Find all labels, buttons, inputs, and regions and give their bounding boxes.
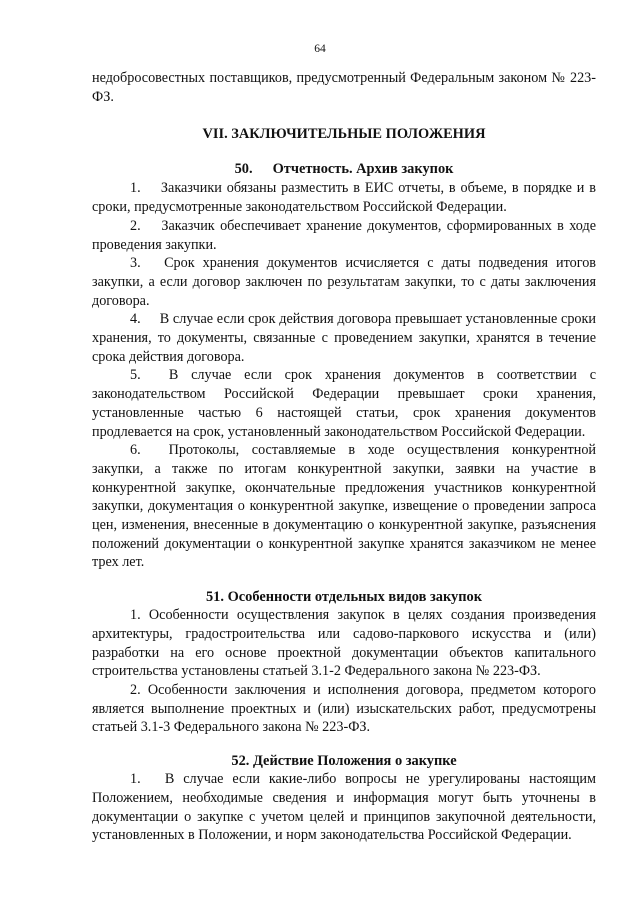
item-text: В случае если срок хранения документов в соответствии с законодательством Российской Федерации превышает сроки хранения, установленные частью 6 настоящей статьи, срок хранения документов продлевается на срок, установленный законодательством Российской Федерации. [92, 367, 597, 440]
item-text: Заказчики обязаны разместить в ЕИС отчеты, в объеме, в порядке и в сроки, предусмотренные законодательством Российской Федерации. [92, 180, 596, 216]
item-number: 3. [130, 255, 141, 272]
page-content [92, 69, 596, 845]
section-50-number: 50. [234, 161, 253, 178]
item-text: В случае если срок действия договора превышает установленные сроки хранения, то документы, связанные с проведением закупки, хранятся в течение срока действия договора. [92, 311, 596, 365]
item-text: Заказчик обеспечивает хранение документов, сформированных в ходе проведения закупки. [92, 217, 597, 253]
item-number: 1. [130, 180, 141, 197]
section-50-item-4 [92, 310, 596, 366]
section-51-heading: 51. Особенности отдельных видов закупок [205, 589, 483, 606]
chapter-title: VII. ЗАКЛЮЧИТЕЛЬНЫЕ ПОЛОЖЕНИЯ [202, 126, 486, 143]
section-50-heading [92, 160, 596, 178]
section-51-item-1: 1. Особенности осуществления закупок в целях создания произведения архитектуры, градостроительства или садово-паркового искусства и (или) разработки на его основе проектной документации объектов капитального строительства установлены статьей 3.1-2 Федерального закона № 223-ФЗ. [92, 607, 596, 680]
section-50-item-1 [92, 179, 596, 216]
section-52-item-1 [92, 770, 596, 845]
intro-paragraph: недобросовестных поставщиков, предусмотренный Федеральным законом № 223-ФЗ. [92, 70, 596, 105]
item-number: 6. [130, 442, 141, 459]
item-text: Срок хранения документов исчисляется с даты подведения итогов закупки, а если договор заключен по результатам закупки, то с даты заключения договора. [92, 255, 596, 309]
section-50-item-5 [92, 366, 596, 441]
item-number: 1. [130, 771, 141, 788]
section-51-item-2: 2. Особенности заключения и исполнения договора, предметом которого является выполнение проектных и (или) изыскательских работ, предусмотрены статьей 3.1-3 Федерального закона № 223-ФЗ. [92, 681, 596, 736]
item-number: 2. [130, 217, 141, 234]
section-50-item-6 [92, 441, 596, 572]
section-50-item-3 [92, 254, 596, 310]
item-number: 4. [130, 311, 141, 328]
item-text: Протоколы, составляемые в ходе осуществления конкурентной закупки, а также по итогам конкурентной закупки, заявки на участие в конкурентной закупке, окончательные предложения участников конкурентной закупки, документация о конкурентной закупке, извещение о проведении запроса цен, изменения, внесенные в документацию о конкурентной закупке, разъяснения положений документации о конкурентной закупке хранятся заказчиком не менее трех лет. [92, 442, 597, 571]
section-50-item-2 [92, 217, 596, 254]
section-52-heading: 52. Действие Положения о закупке [231, 753, 457, 770]
page-number: 64 [314, 43, 326, 55]
item-number: 5. [130, 367, 141, 384]
section-50-title: Отчетность. Архив закупок [272, 161, 454, 178]
item-text: В случае если какие-либо вопросы не урегулированы настоящим Положением, необходимые сведения и информация могут быть уточнены в документации о закупке с учетом целей и принципов закупочной деятельности, установленных в Положении, и норм законодательства Российской Федерации. [92, 771, 596, 844]
